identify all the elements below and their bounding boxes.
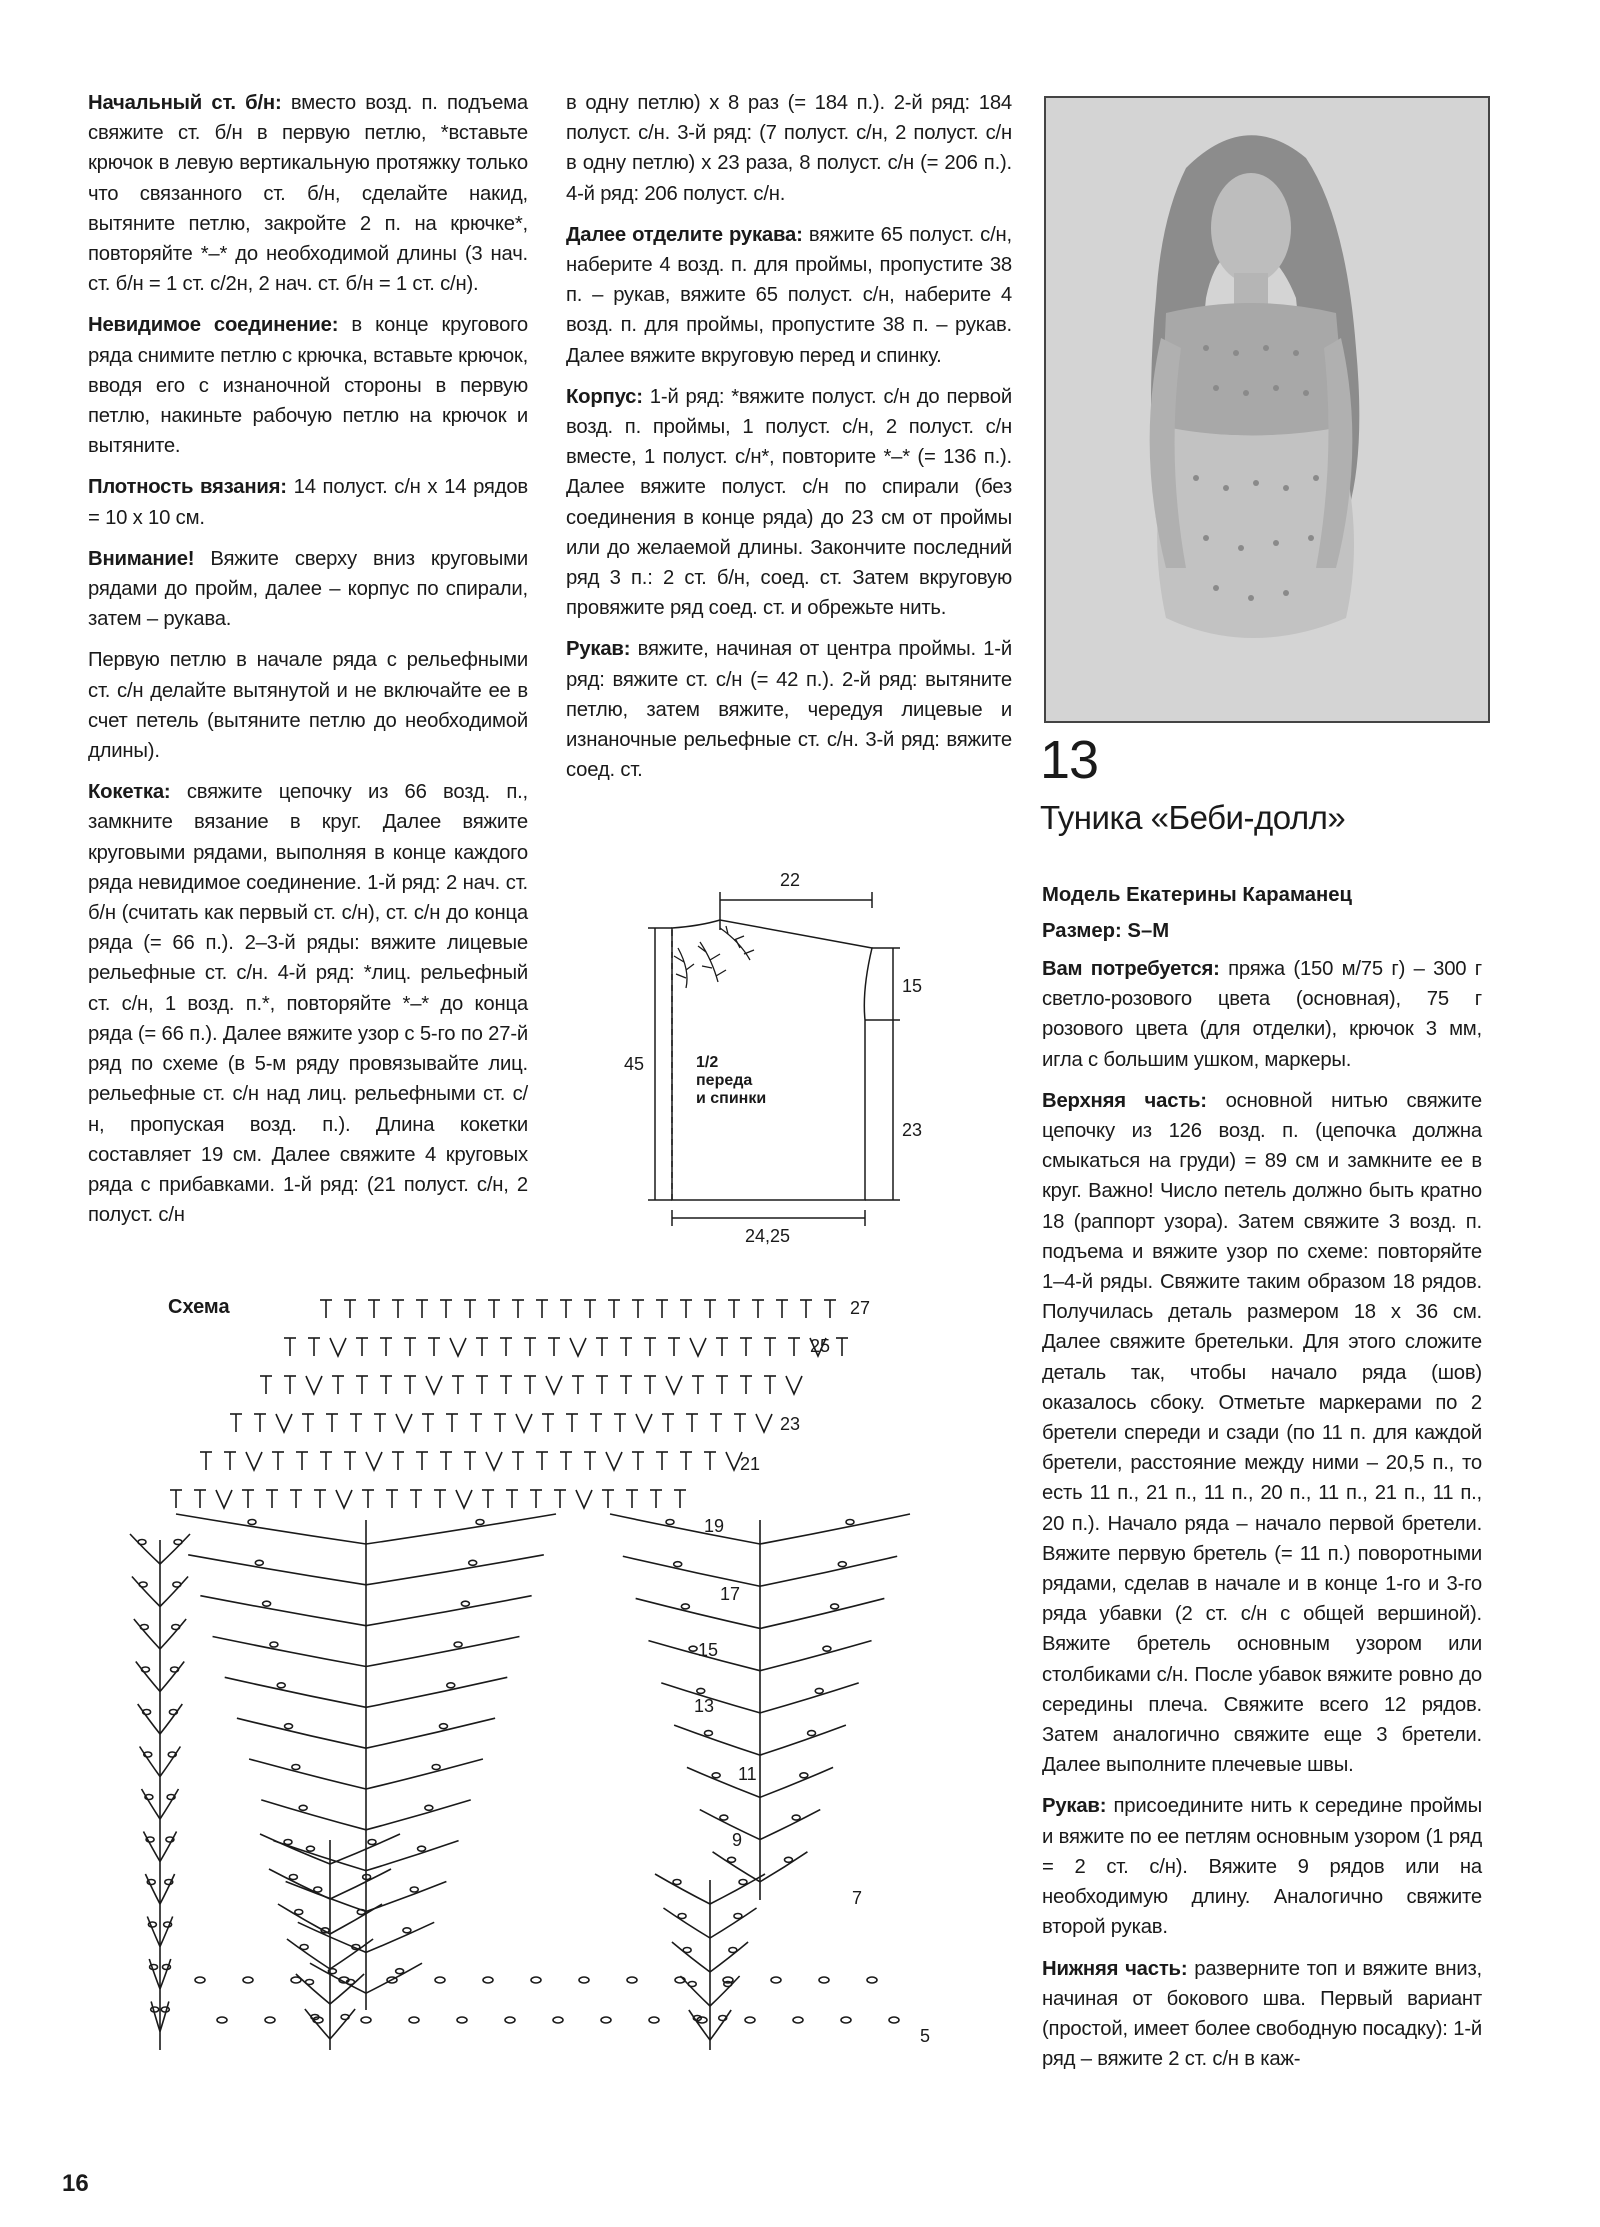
fan-motif: [176, 1514, 556, 2010]
stitch-symbol: [500, 1338, 512, 1356]
pattern-schematic: [600, 870, 923, 1270]
stitch-symbol: [692, 1376, 704, 1394]
stitch-symbol: [356, 1376, 368, 1394]
stitch-symbol: [704, 1452, 716, 1470]
stitch-symbol: [392, 1300, 404, 1318]
stitch-symbol: [674, 1490, 686, 1508]
stitch-symbol: [710, 1414, 722, 1432]
paragraph: Далее отделите рукава: вяжите 65 полуст. с/н, наберите 4 возд. п. для проймы, пропустите 38 п. – рукав, вяжите 65 полуст. с/н, наберите 4 возд. п. для проймы, пропустите 38 п. – рукав. Далее вяжите вкруговую перед и спинку.: [566, 223, 1012, 367]
stitch-symbol: [416, 1300, 428, 1318]
stitch-symbol: [224, 1452, 236, 1470]
stitch-symbol: [602, 1490, 614, 1508]
stitch-symbol: [776, 1300, 788, 1318]
crochet-chart-drawing: [90, 1280, 950, 2070]
stitch-symbol: [728, 1300, 740, 1318]
stitch-symbol: [590, 1414, 602, 1432]
chain-symbol: [819, 1977, 851, 2023]
stitch-symbol: [614, 1414, 626, 1432]
increase-symbol: [456, 1490, 472, 1508]
stitch-symbol: [284, 1376, 296, 1394]
stitch-symbol: [824, 1300, 836, 1318]
stitch-symbol: [596, 1376, 608, 1394]
increase-symbol: [636, 1414, 652, 1432]
stitch-symbol: [452, 1376, 464, 1394]
stitch-symbol: [560, 1452, 572, 1470]
stitch-symbol: [680, 1452, 692, 1470]
increase-symbol: [246, 1452, 262, 1470]
column-left: [88, 88, 528, 1241]
increase-symbol: [756, 1414, 772, 1432]
paragraph: Верхняя часть: основной нитью свяжите цепочку из 126 возд. п. (цепочка должна смыкаться на груди) = 89 см и замкните ее в круг. Важно! Число петель должно быть кратно 18 (раппорт узора). Затем свяжите 3 возд. п. подъема и вяжите узор по схеме: повторяйте 1–4-й ряды. Свяжите таким образом 18 рядов. Получилась деталь размером 18 х 36 см. Далее свяжите бретельки. Для этого сложите деталь так, чтобы начало ряда (шов) оказалось сбоку. Отметьте маркерами по 2 бретели спереди и сзади (по 11 п. для каждой бретели, расстояние между ними – 20,5 п., то есть 11 п., 21 п., 11 п., 20 п., 11 п., 21 п., 11 п., 20 п.). Начало ряда – начало первой бретели. Вяжите первую бретель (= 11 п.) поворотными рядами, сделав в начале и в конце 1-го и 3-го ряда убавки (2 ст. с/н с общей вершиной). Вяжите бретель основным узором или столбиками с/н. После убавок вяжите ровно до середины плеча. Свяжите всего 12 рядов. Затем аналогично свяжите еще 3 бретели. Далее выполните плечевые швы.: [1042, 1089, 1482, 1777]
increase-symbol: [546, 1376, 562, 1394]
row-number-label: 13: [694, 1696, 715, 1716]
row-number-label: 25: [810, 1336, 831, 1356]
chain-symbol: [867, 1977, 899, 2023]
stitch-symbol: [470, 1414, 482, 1432]
stitch-symbol: [632, 1452, 644, 1470]
paragraph: Кокетка: свяжите цепочку из 66 возд. п., замкните вязание в круг. Далее вяжите круговыми рядами, выполняя в конце каждого ряда невидимое соединение. 1-й ряд: 2 нач. ст. б/н (считать как первый ст. с/н), ст. с/н до конца ряда (= 66 п.). 2–3-й ряды: вяжите лицевые рельефные ст. с/н. 4-й ряд: *лиц. рельефный ст. с/н, 1 возд. п.*, повторяйте *–* до конца ряда (= 66 п.). Далее вяжите узор с 5-го по 27-й ряд по схеме (в 5-м ряду провязывайте лиц. рельефные ст. с/н над лиц. рельефными ст. с/н, пропуская возд. п.). Длина кокетки составляет 19 см. Далее свяжите 4 круговых ряда с прибавками. 1-й ряд: (21 полуст. с/н, 2 полуст. с/н: [88, 781, 528, 1227]
stitch-symbol: [422, 1414, 434, 1432]
fan-motif: [130, 1534, 190, 2050]
increase-symbol: [570, 1338, 586, 1356]
chain-symbol: [675, 1977, 707, 2023]
increase-symbol: [690, 1338, 706, 1356]
stitch-symbol: [608, 1300, 620, 1318]
size-info: Размер: S–M: [1042, 920, 1170, 942]
row-number-label: 9: [732, 1830, 743, 1850]
stitch-symbol: [308, 1338, 320, 1356]
dimension-left: 45: [624, 1054, 645, 1074]
stitch-symbol: [656, 1452, 668, 1470]
stitch-symbol: [644, 1338, 656, 1356]
increase-symbol: [366, 1452, 382, 1470]
dimension-bottom: 24,25: [745, 1226, 791, 1246]
increase-symbol: [606, 1452, 622, 1470]
stitch-symbol: [752, 1300, 764, 1318]
stitch-symbol: [302, 1414, 314, 1432]
chain-symbol: [195, 1977, 227, 2023]
stitch-symbol: [626, 1490, 638, 1508]
stitch-symbol: [800, 1300, 812, 1318]
chain-symbol: [435, 1977, 467, 2023]
stitch-symbol: [416, 1452, 428, 1470]
increase-symbol: [276, 1414, 292, 1432]
photo-illustration: [1046, 98, 1488, 721]
increase-symbol: [786, 1376, 802, 1394]
chart-title: Схема: [168, 1296, 230, 1318]
increase-symbol: [666, 1376, 682, 1394]
stitch-symbol: [410, 1490, 422, 1508]
row-number-label: 15: [698, 1640, 719, 1660]
stitch-symbol: [524, 1376, 536, 1394]
model-credit: Модель Екатерины Караманец: [1042, 884, 1352, 906]
stitch-symbol: [536, 1300, 548, 1318]
stitch-symbol: [716, 1376, 728, 1394]
page-number: 16: [62, 2170, 89, 2197]
increase-symbol: [336, 1490, 352, 1508]
stitch-symbol: [734, 1414, 746, 1432]
stitch-symbol: [380, 1338, 392, 1356]
stitch-symbol: [530, 1490, 542, 1508]
increase-symbol: [216, 1490, 232, 1508]
stitch-symbol: [764, 1338, 776, 1356]
stitch-symbol: [296, 1452, 308, 1470]
stitch-symbol: [482, 1490, 494, 1508]
stitch-symbol: [392, 1452, 404, 1470]
stitch-symbol: [440, 1452, 452, 1470]
stitch-symbol: [314, 1490, 326, 1508]
paragraph: Невидимое соединение: в конце кругового ряда снимите петлю с крючка, вставьте крючок, вводя его с изнаночной стороны в первую петлю, накиньте рабочую петлю на крючок и вытяните.: [88, 314, 528, 458]
row-number-label: 19: [704, 1516, 725, 1536]
stitch-symbol: [620, 1376, 632, 1394]
row-number-label: 21: [740, 1454, 761, 1474]
stitch-symbol: [506, 1490, 518, 1508]
stitch-symbol: [512, 1452, 524, 1470]
stitch-symbol: [194, 1490, 206, 1508]
stitch-symbol: [764, 1376, 776, 1394]
row-number-label: 7: [852, 1888, 863, 1908]
stitch-symbol: [230, 1414, 242, 1432]
stitch-symbol: [548, 1338, 560, 1356]
row-number-label: 11: [738, 1764, 757, 1784]
stitch-symbol: [488, 1300, 500, 1318]
stitch-symbol: [716, 1338, 728, 1356]
stitch-symbol: [254, 1414, 266, 1432]
stitch-symbol: [836, 1338, 848, 1356]
stitch-symbol: [344, 1300, 356, 1318]
paragraph: Рукав: присоедините нить к середине проймы и вяжите по ее петлям основным узором (1 ряд = 2 ст. с/н). Вяжите 9 рядов или на необходимую длину. Аналогично свяжите второй рукав.: [1042, 1795, 1482, 1939]
stitch-symbol: [434, 1490, 446, 1508]
paragraph: Корпус: 1-й ряд: *вяжите полуст. с/н до первой возд. п. проймы, 1 полуст. с/н, 2 полуст. с/н вместе, 1 полуст. с/н*, повторите *–* (= 136 п.). Далее вяжите полуст. с/н по спирали (без соединения в конце ряда) до 23 см от проймы или до желаемой длины. Закончите последний ряд 3 п.: 2 ст. б/н, соед. ст. Затем вкруговую провяжите ряд соед. ст. и обрежьте нить.: [566, 385, 1012, 620]
stitch-symbol: [740, 1338, 752, 1356]
increase-symbol: [450, 1338, 466, 1356]
stitch-symbol: [512, 1300, 524, 1318]
chain-symbol: [579, 1977, 611, 2023]
stitch-symbol: [380, 1376, 392, 1394]
dimension-lower-right: 23: [902, 1120, 923, 1140]
chain-symbol: [771, 1977, 803, 2023]
stitch-symbol: [272, 1452, 284, 1470]
article-title: Туника «Беби-долл»: [1040, 799, 1346, 836]
article-number: 13: [1040, 730, 1099, 790]
stitch-symbol: [524, 1338, 536, 1356]
paragraph: в одну петлю) х 8 раз (= 184 п.). 2-й ряд: 184 полуст. с/н. 3-й ряд: (7 полуст. с/н, 2 полуст. с/н в одну петлю) х 23 раза, 8 полуст. с/н (= 206 п.). 4-й ряд: 206 полуст. с/н.: [566, 92, 1012, 205]
chain-symbol: [627, 1977, 659, 2023]
stitch-symbol: [656, 1300, 668, 1318]
paragraph: Первую петлю в начале ряда с рельефными ст. с/н делайте вытянутой и не включайте ее в счет петель (вытяните петлю до необходимой длины).: [88, 649, 528, 763]
stitch-symbol: [386, 1490, 398, 1508]
increase-symbol: [396, 1414, 412, 1432]
stitch-symbol: [326, 1414, 338, 1432]
paragraph: Плотность вязания: 14 полуст. с/н х 14 рядов = 10 х 10 см.: [88, 476, 528, 529]
paragraph: Вам потребуется: пряжа (150 м/75 г) – 300 г светло-розового цвета (основная), 75 г розового цвета (для отделки), крючок 3 мм, игла с большим ушком, маркеры.: [1042, 958, 1482, 1071]
stitch-symbol: [266, 1490, 278, 1508]
stitch-symbol: [668, 1338, 680, 1356]
crochet-chart: [90, 1280, 950, 2070]
column-right: [1042, 880, 1482, 2085]
stitch-symbol: [404, 1338, 416, 1356]
stitch-symbol: [200, 1452, 212, 1470]
paragraph: Нижняя часть: разверните топ и вяжите вниз, начиная от бокового шва. Первый вариант (простой, имеет более свободную посадку): 1-й ряд – вяжите 2 ст. с/н в каж-: [1042, 1957, 1482, 2071]
fan-motif: [610, 1514, 910, 1900]
stitch-symbol: [404, 1376, 416, 1394]
paragraph: Рукав: вяжите, начиная от центра проймы. 1-й ряд: вяжите ст. с/н (= 42 п.). 2-й ряд: вытяните петлю, затем вяжите, чередуя лицевые и изнаночные рельефные ст. с/н. 3-й ряд: вяжите соед. ст.: [566, 638, 1012, 782]
stitch-symbol: [170, 1490, 182, 1508]
schematic-label-back: и спинки: [696, 1090, 767, 1107]
stitch-symbol: [446, 1414, 458, 1432]
dimension-top: 22: [780, 870, 801, 890]
increase-symbol: [426, 1376, 442, 1394]
stitch-symbol: [494, 1414, 506, 1432]
stitch-symbol: [650, 1490, 662, 1508]
stitch-symbol: [440, 1300, 452, 1318]
stitch-symbol: [356, 1338, 368, 1356]
stitch-symbol: [242, 1490, 254, 1508]
stitch-symbol: [566, 1414, 578, 1432]
increase-symbol: [576, 1490, 592, 1508]
stitch-symbol: [332, 1376, 344, 1394]
increase-symbol: [330, 1338, 346, 1356]
stitch-symbol: [350, 1414, 362, 1432]
stitch-symbol: [740, 1376, 752, 1394]
row-number-label: 17: [720, 1584, 741, 1604]
chain-symbol: [387, 1977, 419, 2023]
stitch-symbol: [428, 1338, 440, 1356]
row-number-label: 27: [850, 1298, 871, 1318]
stitch-symbol: [704, 1300, 716, 1318]
increase-symbol: [516, 1414, 532, 1432]
chain-symbol: [531, 1977, 563, 2023]
stitch-symbol: [584, 1452, 596, 1470]
stitch-symbol: [320, 1452, 332, 1470]
increase-symbol: [306, 1376, 322, 1394]
stitch-symbol: [476, 1338, 488, 1356]
stitch-symbol: [542, 1414, 554, 1432]
stitch-symbol: [620, 1338, 632, 1356]
row-number-label: 23: [780, 1414, 801, 1434]
stitch-symbol: [662, 1414, 674, 1432]
stitch-symbol: [644, 1376, 656, 1394]
stitch-symbol: [476, 1376, 488, 1394]
stitch-symbol: [374, 1414, 386, 1432]
stitch-symbol: [560, 1300, 572, 1318]
stitch-symbol: [686, 1414, 698, 1432]
stitch-symbol: [284, 1338, 296, 1356]
schematic-label-front: переда: [696, 1072, 753, 1089]
stitch-symbol: [572, 1376, 584, 1394]
stitch-symbol: [368, 1300, 380, 1318]
schematic-label-fraction: 1/2: [696, 1054, 719, 1071]
stitch-symbol: [596, 1338, 608, 1356]
stitch-symbol: [464, 1300, 476, 1318]
schematic-label: [696, 1054, 766, 1108]
paragraph: Внимание! Вяжите сверху вниз круговыми рядами до пройм, далее – корпус по спирали, затем – рукава.: [88, 547, 528, 631]
dimension-upper-right: 15: [902, 976, 923, 996]
stitch-symbol: [320, 1300, 332, 1318]
chain-symbol: [243, 1977, 275, 2023]
stitch-symbol: [680, 1300, 692, 1318]
stitch-symbol: [500, 1376, 512, 1394]
stitch-symbol: [344, 1452, 356, 1470]
stitch-symbol: [260, 1376, 272, 1394]
chain-symbol: [483, 1977, 515, 2023]
stitch-symbol: [362, 1490, 374, 1508]
stitch-symbol: [554, 1490, 566, 1508]
row-number-label: 5: [920, 2026, 931, 2046]
stitch-symbol: [632, 1300, 644, 1318]
model-photo: [1044, 96, 1490, 723]
increase-symbol: [486, 1452, 502, 1470]
stitch-symbol: [464, 1452, 476, 1470]
stitch-symbol: [536, 1452, 548, 1470]
paragraph: Начальный ст. б/н: вместо возд. п. подъема свяжите ст. б/н в первую петлю, *вставьте крючок в левую вертикальную протяжку только что связанного ст. б/н, сделайте накид, вытяните петлю, закройте 2 п. на крючке*, повторяйте *–* до необходимой длины (3 нач. ст. б/н = 1 ст. с/2н, 2 нач. ст. б/н = 1 ст. с/н).: [88, 92, 528, 296]
stitch-symbol: [584, 1300, 596, 1318]
column-middle: [566, 88, 1012, 796]
stitch-symbol: [788, 1338, 800, 1356]
stitch-symbol: [290, 1490, 302, 1508]
